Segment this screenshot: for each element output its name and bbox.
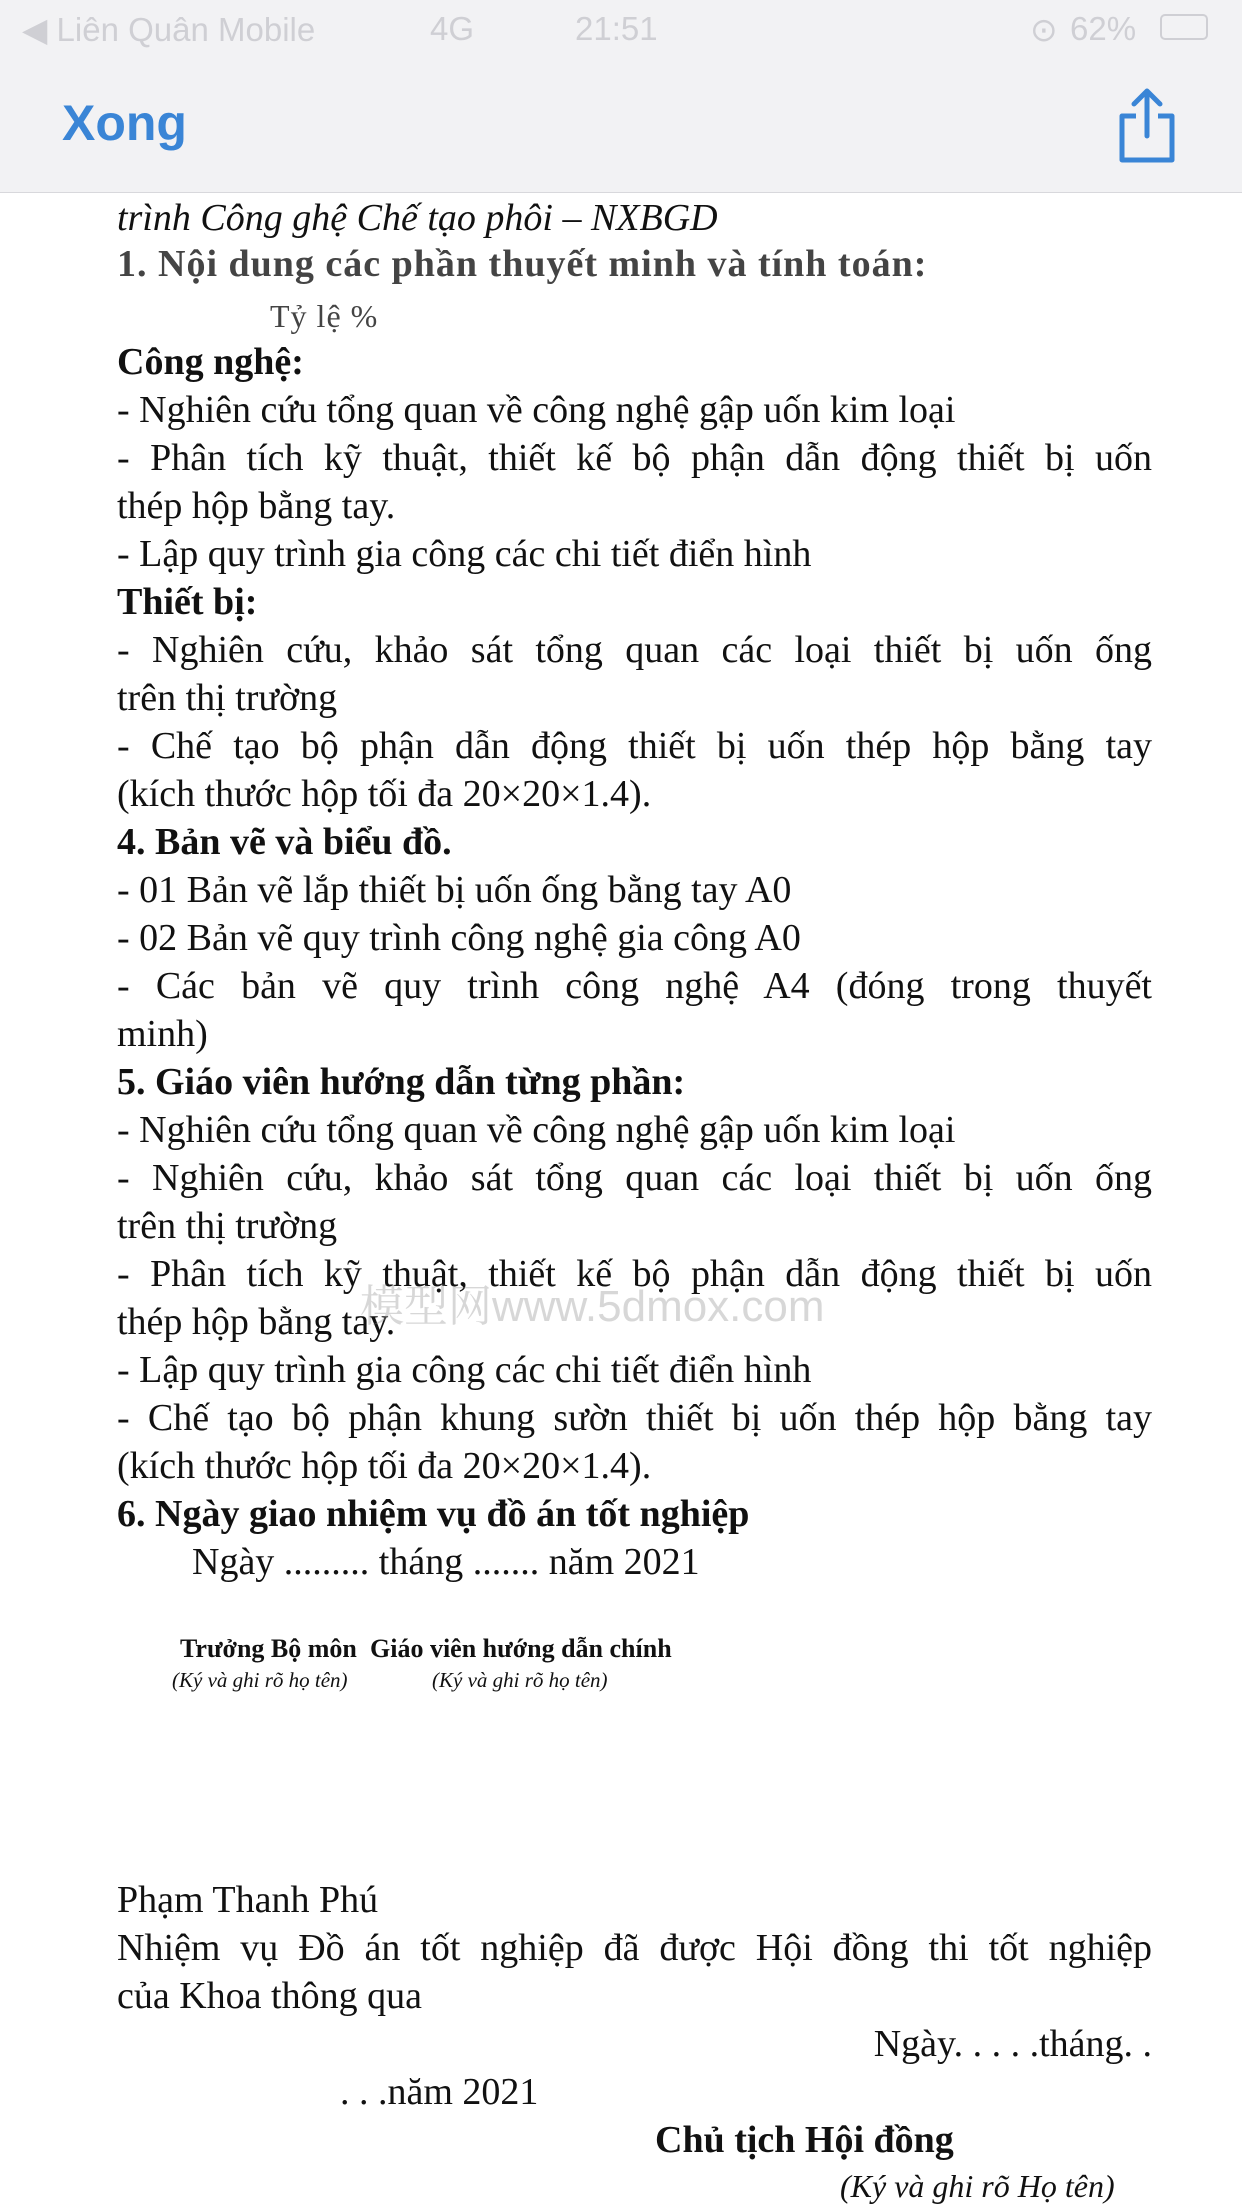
doc-line: Nhiệm vụ Đồ án tốt nghiệp đã được Hội đồng thi tốt nghiệp <box>117 1927 1152 1969</box>
signature-title-right: Giáo viên hướng dẫn chính <box>370 1634 672 1663</box>
section-heading: Thiết bị: <box>117 581 258 623</box>
council-chair-note: (Ký và ghi rõ Họ tên) <box>840 2168 1115 2204</box>
signature-title-left: Trưởng Bộ môn <box>180 1634 357 1663</box>
doc-line <box>117 194 1152 242</box>
doc-line: - 02 Bản vẽ quy trình công nghệ gia công A0 <box>117 917 801 959</box>
network-indicator: 4G <box>430 10 475 47</box>
doc-line: - 01 Bản vẽ lắp thiết bị uốn ống bằng tay A0 <box>117 869 792 911</box>
ratio-label: Tỷ lệ % <box>270 298 379 334</box>
section-heading: 6. Ngày giao nhiệm vụ đồ án tốt nghiệp <box>117 1493 750 1535</box>
doc-line: - Nghiên cứu tổng quan về công nghệ gập uốn kim loại <box>117 1109 956 1151</box>
reference-text: trình Công ghệ Chế tạo phôi – NXBGD <box>117 197 718 239</box>
nav-bar <box>0 62 1242 193</box>
doc-line: thép hộp bằng tay. <box>117 485 396 527</box>
doc-line: - Chế tạo bộ phận dẫn động thiết bị uốn thép hộp bằng tay <box>117 725 1152 767</box>
battery-level: 62% <box>1070 10 1137 47</box>
doc-line: - Phân tích kỹ thuật, thiết kế bộ phận dẫn động thiết bị uốn <box>117 437 1152 479</box>
signature-note-left: (Ký và ghi rõ họ tên) <box>172 1668 348 1692</box>
date-line: Ngày ......... tháng ....... năm 2021 <box>192 1541 700 1583</box>
share-icon <box>1112 86 1182 166</box>
status-time: 21:51 <box>575 10 658 47</box>
doc-line: trên thị trường <box>117 677 338 719</box>
doc-line: - Lập quy trình gia công các chi tiết điển hình <box>117 533 812 575</box>
doc-line: của Khoa thông qua <box>117 1975 422 2017</box>
doc-line: - Nghiên cứu, khảo sát tổng quan các loại thiết bị uốn ống <box>117 1157 1152 1199</box>
watermark: 模型网www.5dmox.com <box>360 1282 825 1331</box>
doc-line: trên thị trường <box>117 1205 338 1247</box>
doc-line: - Các bản vẽ quy trình công nghệ A4 (đóng trong thuyết <box>117 965 1152 1007</box>
done-button[interactable]: Xong <box>62 95 187 151</box>
back-to-app-link[interactable]: ◀ Liên Quân Mobile <box>22 11 316 48</box>
section-heading: 1. Nội dung các phần thuyết minh và tính toán: <box>117 243 928 285</box>
section-heading: Công nghệ: <box>117 341 304 383</box>
alarm-icon: ⊙ <box>1030 11 1058 48</box>
section-heading: 4. Bản vẽ và biểu đồ. <box>117 821 452 863</box>
council-chair-title: Chủ tịch Hội đồng <box>655 2119 954 2161</box>
approval-date: Ngày. . . . .tháng. . <box>873 2023 1152 2065</box>
approval-year: . . .năm 2021 <box>340 2071 539 2113</box>
doc-line: minh) <box>117 1013 208 1055</box>
battery-icon <box>1160 14 1208 40</box>
doc-line: - Phân tích kỹ thuật, thiết kế bộ phận dẫn động thiết bị uốn <box>117 1253 1152 1295</box>
doc-line: - Nghiên cứu tổng quan về công nghệ gập uốn kim loại <box>117 389 956 431</box>
document-viewer[interactable] <box>0 192 1242 2208</box>
signature-note-right: (Ký và ghi rõ họ tên) <box>432 1668 608 1692</box>
doc-line: (kích thước hộp tối đa 20×20×1.4). <box>117 773 652 815</box>
doc-line: (kích thước hộp tối đa 20×20×1.4). <box>117 1445 652 1487</box>
doc-line: thép hộp bằng tay. <box>117 1301 396 1343</box>
signer-name: Phạm Thanh Phú <box>117 1879 379 1921</box>
status-bar <box>0 0 1242 62</box>
doc-line: - Chế tạo bộ phận khung sườn thiết bị uốn thép hộp bằng tay <box>117 1397 1152 1439</box>
share-button[interactable] <box>1112 86 1182 166</box>
doc-line: - Nghiên cứu, khảo sát tổng quan các loại thiết bị uốn ống <box>117 629 1152 671</box>
doc-line: - Lập quy trình gia công các chi tiết điển hình <box>117 1349 812 1391</box>
section-heading: 5. Giáo viên hướng dẫn từng phần: <box>117 1061 686 1103</box>
